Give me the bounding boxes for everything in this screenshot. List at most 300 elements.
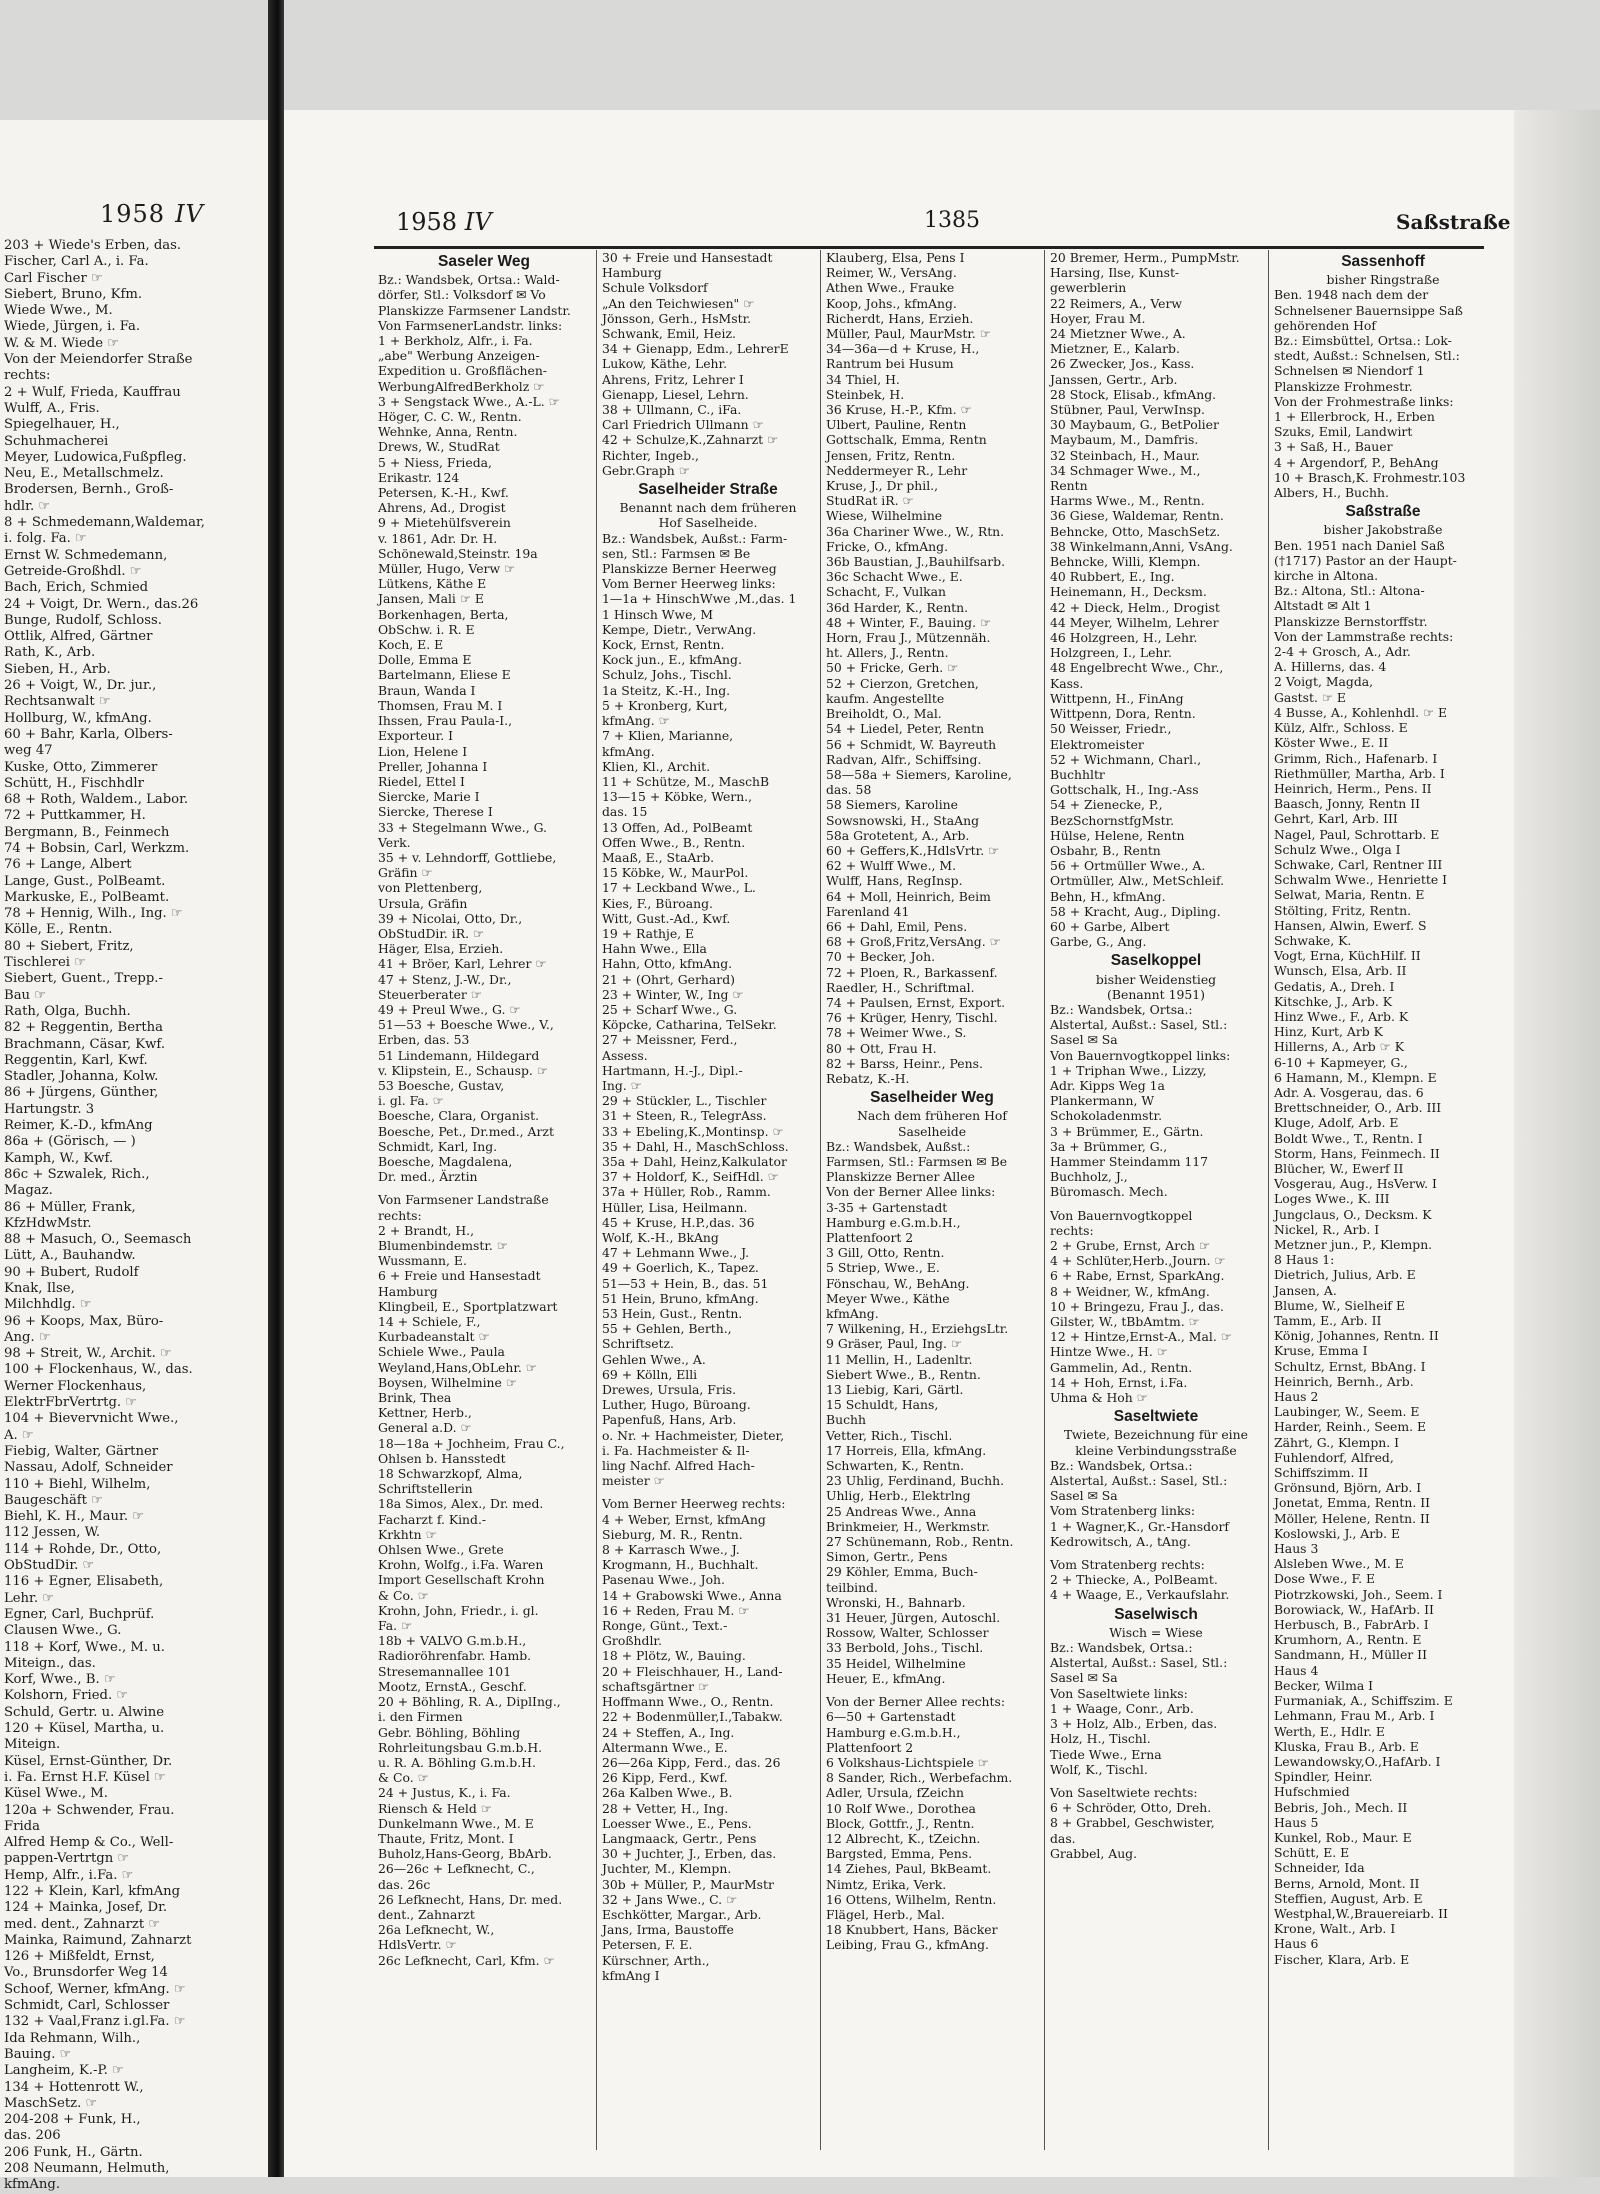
directory-entry: 26c Lefknecht, Carl, Kfm. ☞ xyxy=(378,1952,555,1968)
directory-entry: Von Bauernvogtkoppel links: xyxy=(1050,1047,1231,1063)
column-divider xyxy=(820,250,821,2150)
directory-entry: Höger, C. C. W., Rentn. xyxy=(378,409,522,425)
directory-entry: Wehnke, Anna, Rentn. xyxy=(378,424,518,440)
directory-entry: Adr. Kipps Weg 1a xyxy=(1050,1077,1165,1093)
directory-entry: Farmsen, Stl.: Farmsen ✉ Be xyxy=(826,1153,1008,1169)
directory-entry: 31 Heuer, Jürgen, Autoschl. xyxy=(826,1610,1001,1626)
directory-entry: 54 + Zienecke, P., xyxy=(1050,797,1163,813)
directory-line: 98 + Streit, W., Archit. ☞ xyxy=(4,1346,172,1362)
directory-entry: Buchh xyxy=(826,1412,866,1428)
directory-entry: Krogmann, H., Buchhalt. xyxy=(602,1557,759,1573)
directory-entry: Steffien, August, Arb. E xyxy=(1274,1890,1423,1906)
directory-line: 122 + Klein, Karl, kfmAng xyxy=(4,1883,181,1899)
directory-entry: Piotrzkowski, Joh., Seem. I xyxy=(1274,1586,1443,1602)
directory-entry: Ortmüller, Alw., MetSchleif. xyxy=(1050,873,1225,889)
directory-line: 114 + Rohde, Dr., Otto, xyxy=(4,1541,162,1557)
directory-entry: Hüller, Lisa, Heilmann. xyxy=(602,1199,748,1215)
directory-entry: 21 + (Ohrt, Gerhard) xyxy=(602,971,735,987)
directory-entry: Plankermann, W xyxy=(1050,1093,1155,1109)
directory-line: 118 + Korf, Wwe., M. u. xyxy=(4,1639,165,1655)
left-page-column xyxy=(4,238,264,2194)
directory-entry: Planskizze Farmsener Landstr. xyxy=(378,302,571,318)
directory-entry: Offen Wwe., B., Rentn. xyxy=(602,834,746,850)
directory-entry: 2 + Thiecke, A., PolBeamt. xyxy=(1050,1572,1218,1588)
directory-entry: 6-10 + Kapmeyer, G., xyxy=(1274,1054,1408,1070)
directory-entry: Herbusch, B., FabrArb. I xyxy=(1274,1617,1429,1633)
directory-line: A. ☞ xyxy=(4,1427,34,1443)
column-divider xyxy=(1268,250,1269,2150)
directory-entry: Häger, Elsa, Erzieh. xyxy=(378,941,504,957)
directory-line: 26 + Voigt, W., Dr. jur., xyxy=(4,678,157,694)
directory-line: Hemp, Alfr., i.Fa. ☞ xyxy=(4,1867,134,1883)
directory-line: Siebert, Bruno, Kfm. xyxy=(4,286,143,302)
directory-entry: das. 15 xyxy=(602,804,648,820)
directory-line: Tischlerei ☞ xyxy=(4,955,87,971)
directory-entry: 22 + Bodenmüller,I.,Tabakw. xyxy=(602,1709,783,1725)
directory-entry: dörfer, Stl.: Volksdorf ✉ Vo xyxy=(378,287,546,303)
directory-entry: Schneider, Ida xyxy=(1274,1860,1365,1876)
directory-line: 74 + Bobsin, Carl, Werkzm. xyxy=(4,840,190,856)
directory-entry: Bz.: Altona, Stl.: Altona- xyxy=(1274,583,1425,599)
directory-entry: Juchter, M., Klempn. xyxy=(602,1861,732,1877)
directory-entry: Harder, Reinh., Seem. E xyxy=(1274,1419,1427,1435)
directory-entry: Gienapp, Liesel, Lehrn. xyxy=(602,386,749,402)
directory-entry: 3 + Holz, Alb., Erben, das. xyxy=(1050,1716,1218,1732)
directory-line: Schmidt, Carl, Schlosser xyxy=(4,1998,170,2014)
directory-entry: 14 + Grabowski Wwe., Anna xyxy=(602,1587,782,1603)
directory-entry: Koop, Johs., kfmAng. xyxy=(826,295,957,311)
directory-entry: 1 + Triphan Wwe., Lizzy, xyxy=(1050,1062,1207,1078)
directory-entry: Haus 4 xyxy=(1274,1662,1319,1678)
directory-line: Schuhmacherei xyxy=(4,433,109,449)
directory-entry: 16 + Reden, Frau M. ☞ xyxy=(602,1602,750,1618)
directory-entry: Dr. med., Ärztin xyxy=(378,1169,478,1185)
directory-entry: Wulff, Hans, RegInsp. xyxy=(826,873,963,889)
directory-line: Korf, Wwe., B. ☞ xyxy=(4,1672,116,1688)
directory-line: Miteign. xyxy=(4,1737,61,1753)
directory-entry: Berns, Arnold, Mont. II xyxy=(1274,1875,1420,1891)
directory-entry: 82 + Barss, Heinr., Pens. xyxy=(826,1055,983,1071)
directory-line: Mainka, Raimund, Zahnarzt xyxy=(4,1932,192,1948)
directory-entry: 66 + Dahl, Emil, Pens. xyxy=(826,918,968,934)
directory-entry: 48 + Winter, F., Bauing. ☞ xyxy=(826,614,992,630)
directory-entry: Hülse, Helene, Rentn xyxy=(1050,827,1185,843)
directory-entry: Mietzner, E., Kalarb. xyxy=(1050,341,1180,357)
directory-entry: Boesche, Clara, Organist. xyxy=(378,1108,540,1124)
directory-line: 78 + Hennig, Wilh., Ing. ☞ xyxy=(4,906,183,922)
directory-entry: 35 + v. Lehndorff, Gottliebe, xyxy=(378,849,557,865)
directory-entry: Ben. 1948 nach dem der xyxy=(1274,287,1429,303)
directory-line: Carl Fischer ☞ xyxy=(4,270,103,286)
directory-line: Bunge, Rudolf, Schloss. xyxy=(4,612,162,628)
directory-entry: 20 + Böhling, R. A., DiplIng., xyxy=(378,1694,561,1710)
directory-entry: 53 Boesche, Gustav, xyxy=(378,1077,505,1093)
directory-line: Kolshorn, Fried. ☞ xyxy=(4,1688,129,1704)
directory-entry: Hamburg xyxy=(378,1283,438,1299)
directory-entry: Radvan, Alfr., Schiffsing. xyxy=(826,751,982,767)
directory-line: weg 47 xyxy=(4,743,53,759)
directory-entry: v. Klipstein, E., Schausp. ☞ xyxy=(378,1062,548,1078)
directory-entry: 2-4 + Grosch, A., Adr. xyxy=(1274,644,1411,660)
directory-entry: Wolf, K., Tischl. xyxy=(1050,1761,1148,1777)
directory-entry: Haus 5 xyxy=(1274,1814,1319,1830)
directory-entry: Block, Gottfr., J., Rentn. xyxy=(826,1815,975,1831)
directory-entry: Boldt Wwe., T., Rentn. I xyxy=(1274,1130,1423,1146)
directory-entry: Gottschalk, Emma, Rentn xyxy=(826,432,987,448)
directory-column-5 xyxy=(1274,250,1492,2150)
street-note: Saselheide xyxy=(897,1123,967,1139)
directory-line: i. folg. Fa. ☞ xyxy=(4,531,87,547)
directory-entry: Kurbadeanstalt ☞ xyxy=(378,1329,490,1345)
directory-line: Egner, Carl, Buchprüf. xyxy=(4,1606,155,1622)
directory-line: Siebert, Guent., Trepp.- xyxy=(4,971,163,987)
directory-entry: Ohlsen Wwe., Grete xyxy=(378,1542,504,1558)
directory-entry: 69 + Kölln, Elli xyxy=(602,1366,698,1382)
directory-entry: 4 + Schlüter,Herb.,Journ. ☞ xyxy=(1050,1253,1226,1269)
directory-entry: i. Fa. Hachmeister & Il- xyxy=(602,1442,750,1458)
directory-entry: 3 Gill, Otto, Rentn. xyxy=(826,1245,945,1261)
directory-entry: 26—26a Kipp, Ferd., das. 26 xyxy=(602,1754,781,1770)
directory-entry: Verk. xyxy=(378,834,411,850)
directory-entry: Alstertal, Außst.: Sasel, Stl.: xyxy=(1050,1017,1228,1033)
directory-entry: General a.D. ☞ xyxy=(378,1420,472,1436)
directory-line: hdlr. ☞ xyxy=(4,498,51,514)
directory-entry: 27 + Meissner, Ferd., xyxy=(602,1032,738,1048)
directory-entry: Import Gesellschaft Krohn xyxy=(378,1572,545,1588)
directory-entry: Bz.: Wandsbek, Ortsa.: xyxy=(1050,1640,1193,1656)
directory-entry: Vosgerau, Aug., HsVerw. I xyxy=(1274,1176,1437,1192)
directory-entry: 2 + Brandt, H., xyxy=(378,1222,475,1238)
directory-line: ElektrFbrVertrtg. ☞ xyxy=(4,1395,138,1411)
directory-entry: Meyer Wwe., Käthe xyxy=(826,1290,950,1306)
directory-entry: Schule Volksdorf xyxy=(602,280,708,296)
directory-entry: Metzner jun., P., Klempn. xyxy=(1274,1237,1433,1252)
directory-entry: 51 Hein, Bruno, kfmAng. xyxy=(602,1290,759,1306)
directory-entry xyxy=(602,1488,814,1496)
directory-entry: schaftsgärtner ☞ xyxy=(602,1678,710,1694)
directory-entry: Farenland 41 xyxy=(826,903,910,919)
directory-entry: 32 Steinbach, H., Maur. xyxy=(1050,447,1200,463)
directory-entry: Krohn, John, Friedr., i. gl. xyxy=(378,1602,539,1618)
directory-entry: Steuerberater ☞ xyxy=(378,986,482,1002)
directory-entry: Mootz, ErnstA., Geschf. xyxy=(378,1678,527,1694)
directory-line: 86 + Jürgens, Günther, xyxy=(4,1085,159,1101)
directory-entry: Sandmann, H., Müller II xyxy=(1274,1647,1427,1663)
directory-line: Rechtsanwalt ☞ xyxy=(4,694,111,710)
directory-entry: 28 + Vetter, H., Ing. xyxy=(602,1800,729,1816)
directory-line: Sieben, H., Arb. xyxy=(4,661,111,677)
directory-entry: i. gl. Fa. ☞ xyxy=(378,1093,444,1109)
directory-entry: Hamburg e.G.m.b.H., xyxy=(826,1214,961,1230)
directory-line: Meyer, Ludowica,Fußpfleg. xyxy=(4,449,187,465)
directory-entry: Tiede Wwe., Erna xyxy=(1050,1746,1162,1762)
directory-entry: Schwank, Emil, Heiz. xyxy=(602,326,736,342)
directory-entry: Wronski, H., Bahnarb. xyxy=(826,1594,966,1610)
directory-entry: Schönewald,Steinstr. 19a xyxy=(378,545,538,561)
directory-entry: 8 + Karrasch Wwe., J. xyxy=(602,1542,740,1558)
directory-column-1 xyxy=(378,250,590,2150)
directory-entry: Dolle, Emma E xyxy=(378,652,472,668)
directory-entry: 36 Kruse, H.-P., Kfm. ☞ xyxy=(826,402,972,418)
directory-entry: 35 + Dahl, H., MaschSchloss. xyxy=(602,1138,789,1154)
directory-entry: Storm, Hans, Feinmech. II xyxy=(1274,1145,1440,1161)
directory-entry: o. Nr. + Hachmeister, Dieter, xyxy=(602,1427,785,1443)
directory-entry: Kruse, J., Dr phil., xyxy=(826,478,939,494)
directory-entry: 27 Schünemann, Rob., Rentn. xyxy=(826,1534,1014,1550)
directory-entry: Grabbel, Aug. xyxy=(1050,1845,1138,1861)
directory-entry: Breiholdt, O., Mal. xyxy=(826,706,942,722)
directory-entry: Hufschmied xyxy=(1274,1784,1350,1800)
directory-entry: Kluge, Adolf, Arb. E xyxy=(1274,1115,1399,1131)
directory-entry: 12 + Hintze,Ernst-A., Mal. ☞ xyxy=(1050,1329,1232,1345)
directory-entry: 37a + Hüller, Rob., Ramm. xyxy=(602,1184,771,1200)
directory-entry: Uhma & Hoh ☞ xyxy=(1050,1390,1148,1406)
directory-entry: 9 + Mietehülfsverein xyxy=(378,515,511,531)
header-rule xyxy=(374,246,1484,249)
directory-entry: 51—53 + Boesche Wwe., V., xyxy=(378,1017,554,1033)
directory-entry: Osbahr, B., Rentn xyxy=(1050,842,1161,858)
right-header-volume: IV xyxy=(464,208,492,236)
street-note: bisher Weidenstieg xyxy=(1095,971,1217,987)
directory-entry: 30b + Müller, P., MaurMstr xyxy=(602,1876,774,1892)
directory-line: Magaz. xyxy=(4,1183,53,1199)
directory-entry: Blumenbindemstr. ☞ xyxy=(378,1238,508,1253)
directory-entry: Nagel, Paul, Schrottarb. E xyxy=(1274,826,1440,842)
directory-entry: Papenfuß, Hans, Arb. xyxy=(602,1412,737,1428)
directory-entry: Werth, E., Hdlr. E xyxy=(1274,1723,1385,1739)
directory-entry: Bebris, Joh., Mech. II xyxy=(1274,1799,1408,1815)
directory-line: 134 + Hottenrott W., xyxy=(4,2079,144,2095)
directory-line: Schuld, Gertr. u. Alwine xyxy=(4,1704,165,1720)
directory-entry: Witt, Gust.-Ad., Kwf. xyxy=(602,910,731,926)
directory-entry: 15 Köbke, W., MaurPol. xyxy=(602,865,749,881)
directory-entry: 24 + Steffen, A., Ing. xyxy=(602,1724,735,1740)
directory-line: Küsel Wwe., M. xyxy=(4,1786,108,1802)
directory-entry: 6 + Schröder, Otto, Dreh. xyxy=(1050,1800,1212,1816)
directory-entry: 30 Maybaum, G., BetPolier xyxy=(1050,417,1219,433)
directory-entry: Schwarten, K., Rentn. xyxy=(826,1458,965,1474)
directory-entry: Schultz, Ernst, BbAng. I xyxy=(1274,1358,1426,1374)
directory-entry: Vom Stratenberg rechts: xyxy=(1050,1557,1205,1573)
directory-line: Lehr. ☞ xyxy=(4,1590,55,1606)
directory-entry: 33 + Ebeling,K.,Montinsp. ☞ xyxy=(602,1123,784,1139)
directory-line: Spiegelhauer, H., xyxy=(4,417,120,433)
directory-entry: WerbungAlfredBerkholz ☞ xyxy=(378,378,545,394)
directory-entry: 18—18a + Jochheim, Frau C., xyxy=(378,1435,565,1451)
directory-entry: Nimtz, Erika, Verk. xyxy=(826,1876,947,1892)
directory-line: Milchhdlg. ☞ xyxy=(4,1297,92,1313)
directory-entry: 26 Lefknecht, Hans, Dr. med. xyxy=(378,1891,563,1907)
directory-line: 8 + Schmedemann,Waldemar, xyxy=(4,515,205,531)
directory-entry: 36c Schacht Wwe., E. xyxy=(826,569,963,585)
directory-line: Ida Rehmann, Wilh., xyxy=(4,2030,141,2046)
directory-line: 2 + Wulf, Frieda, Kauffrau xyxy=(4,384,181,400)
directory-line: Schütt, H., Fischhdlr xyxy=(4,775,144,791)
directory-entry: Vom Berner Heerweg links: xyxy=(602,576,776,592)
directory-entry: 13 Liebig, Kari, Gärtl. xyxy=(826,1382,964,1398)
directory-entry: Von der Berner Allee rechts: xyxy=(826,1694,1006,1710)
directory-entry: Simon, Gertr., Pens xyxy=(826,1549,948,1565)
directory-entry: Adr. A. Vosgerau, das. 6 xyxy=(1274,1084,1424,1100)
directory-line: Frida xyxy=(4,1818,40,1834)
directory-line: Markuske, E., PolBeamt. xyxy=(4,889,170,905)
directory-entry: 12 Albrecht, K., tZeichn. xyxy=(826,1830,981,1846)
directory-entry: 44 Meyer, Wilhelm, Lehrer xyxy=(1050,614,1219,630)
directory-line: W. & M. Wiede ☞ xyxy=(4,335,120,351)
directory-entry: 25 + Scharf Wwe., G. xyxy=(602,1001,738,1017)
directory-entry: (†1717) Pastor an der Haupt- xyxy=(1274,552,1457,568)
directory-entry: Jansen, Mali ☞ E xyxy=(378,591,484,607)
directory-entry: Von Farmsener Landstraße xyxy=(378,1192,549,1208)
directory-entry: 34 Thiel, H. xyxy=(826,371,900,387)
directory-entry: 6 Hamann, M., Klempn. E xyxy=(1274,1069,1437,1085)
directory-entry: ObSchw. i. R. E xyxy=(378,621,475,637)
directory-entry: Braun, Wanda I xyxy=(378,682,476,698)
directory-entry: Siercke, Therese I xyxy=(378,804,493,820)
directory-entry: 9 Gräser, Paul, Ing. ☞ xyxy=(826,1336,962,1352)
directory-entry: Schwake, K. xyxy=(1274,932,1352,948)
directory-line: 68 + Roth, Waldem., Labor. xyxy=(4,792,189,808)
street-note: (Benannt 1951) xyxy=(1107,986,1205,1002)
directory-entry: Brinkmeier, H., Werkmstr. xyxy=(826,1518,990,1534)
directory-entry: 53 Hein, Gust., Rentn. xyxy=(602,1306,743,1322)
directory-entry: Ronge, Günt., Text.- xyxy=(602,1618,728,1634)
directory-entry: Kies, F., Büroang. xyxy=(602,895,713,911)
directory-line: Werner Flockenhaus, xyxy=(4,1378,147,1394)
directory-entry xyxy=(1050,1549,1262,1557)
directory-entry: Ahrens, Ad., Drogist xyxy=(378,500,506,516)
directory-entry: StudRat iR. ☞ xyxy=(826,493,914,509)
directory-entry: Boesche, Magdalena, xyxy=(378,1153,513,1169)
directory-entry: Bz.: Eimsbüttel, Ortsa.: Lok- xyxy=(1274,333,1452,349)
directory-entry: 10 + Brasch,K. Frohmestr.103 xyxy=(1274,469,1466,485)
directory-entry: Schiffszimm. II xyxy=(1274,1465,1369,1481)
directory-entry: 6—50 + Gartenstadt xyxy=(826,1709,956,1725)
directory-entry: Bartelmann, Eliese E xyxy=(378,667,511,683)
directory-entry: 23 Uhlig, Ferdinand, Buchh. xyxy=(826,1473,1005,1489)
directory-entry: 6 + Rabe, Ernst, SparkAng. xyxy=(1050,1268,1225,1284)
directory-entry: Hamburg xyxy=(602,265,662,281)
directory-entry: & Co. ☞ xyxy=(378,1587,429,1603)
directory-entry: Leibing, Frau G., kfmAng. xyxy=(826,1937,989,1953)
directory-entry: Rossow, Walter, Schlosser xyxy=(826,1625,989,1641)
directory-entry: 42 + Dieck, Helm., Drogist xyxy=(1050,599,1220,615)
directory-entry: ObStudDir. iR. ☞ xyxy=(378,925,485,941)
directory-entry: Buchhltr xyxy=(1050,766,1105,782)
directory-line: 88 + Masuch, O., Seemasch xyxy=(4,1232,192,1248)
directory-line: 112 Jessen, W. xyxy=(4,1525,101,1541)
directory-entry: Schwake, Carl, Rentner III xyxy=(1274,856,1443,872)
directory-entry: Stresemannallee 101 xyxy=(378,1663,512,1679)
directory-entry: Horn, Frau J., Mützennäh. xyxy=(826,630,991,646)
directory-entry: Neddermeyer R., Lehr xyxy=(826,462,968,478)
directory-entry: Sowsnowski, H., StaAng xyxy=(826,812,980,828)
directory-entry: Von FarmsenerLandstr. links: xyxy=(378,317,563,333)
directory-line: 86c + Szwalek, Rich., xyxy=(4,1166,150,1182)
directory-entry: 3-35 + Gartenstadt xyxy=(826,1199,948,1215)
directory-entry: Hamburg e.G.m.b.H., xyxy=(826,1724,961,1740)
directory-entry: Gammelin, Ad., Rentn. xyxy=(1050,1359,1193,1375)
directory-entry: Schriftsetz. xyxy=(602,1336,674,1352)
directory-entry: gehörenden Hof xyxy=(1274,317,1376,333)
directory-entry: 47 + Lehmann Wwe., J. xyxy=(602,1245,750,1261)
directory-entry: 11 Mellin, H., Ladenltr. xyxy=(826,1351,973,1367)
directory-entry: Hartmann, H.-J., Dipl.- xyxy=(602,1062,743,1078)
directory-entry: 1a Steitz, K.-H., Ing. xyxy=(602,682,731,698)
directory-entry: 2 + Grube, Ernst, Arch ☞ xyxy=(1050,1238,1211,1253)
directory-entry: 6 Volkshaus-Lichtspiele ☞ xyxy=(826,1754,989,1770)
directory-entry: Fuhlendorf, Alfred, xyxy=(1274,1449,1394,1465)
directory-entry: Krohn, Wolfg., i.Fa. Waren xyxy=(378,1557,544,1573)
directory-line: Ottlik, Alfred, Gärtner xyxy=(4,629,153,645)
directory-entry: 17 + Leckband Wwe., L. xyxy=(602,880,756,896)
directory-entry: 56 + Ortmüller Wwe., A. xyxy=(1050,858,1206,874)
directory-entry: 23 + Winter, W., Ing ☞ xyxy=(602,986,744,1002)
directory-entry: Schacht, F., Vulkan xyxy=(826,584,947,600)
directory-entry: Thaute, Fritz, Mont. I xyxy=(378,1830,514,1846)
directory-entry: 17 Horreis, Ella, kfmAng. xyxy=(826,1442,987,1458)
directory-entry: Heinrich, Herm., Pens. II xyxy=(1274,780,1432,796)
directory-entry: 42 + Schulze,K.,Zahnarzt ☞ xyxy=(602,432,779,448)
directory-entry: Loesser Wwe., E., Pens. xyxy=(602,1815,752,1831)
directory-entry: 30 + Juchter, J., Erben, das. xyxy=(602,1846,777,1862)
directory-entry: Hillerns, A., Arb ☞ K xyxy=(1274,1039,1404,1055)
directory-entry: Baasch, Jonny, Rentn II xyxy=(1274,796,1420,812)
directory-entry: Rohrleitungsbau G.m.b.H. xyxy=(378,1739,543,1755)
directory-line: i. Fa. Ernst H.F. Küsel ☞ xyxy=(4,1769,166,1785)
directory-entry: 20 Bremer, Herm., PumpMstr. xyxy=(1050,250,1240,265)
directory-entry: 52 + Cierzon, Gretchen, xyxy=(826,675,979,691)
directory-entry: 41 + Bröer, Karl, Lehrer ☞ xyxy=(378,956,547,972)
directory-entry: Müller, Hugo, Verw ☞ xyxy=(378,561,516,577)
directory-entry: 54 + Liedel, Peter, Rentn xyxy=(826,721,985,737)
directory-line: 60 + Bahr, Karla, Olbers- xyxy=(4,726,173,742)
directory-entry: Schnelsener Bauernsippe Saß xyxy=(1274,302,1463,318)
directory-line: rechts: xyxy=(4,368,51,384)
directory-entry: BezSchornstfgMstr. xyxy=(1050,812,1175,828)
directory-line: med. dent., Zahnarzt ☞ xyxy=(4,1916,161,1932)
directory-entry xyxy=(1050,1777,1262,1785)
directory-entry: rechts: xyxy=(1050,1222,1094,1238)
directory-entry: Jans, Irma, Baustoffe xyxy=(602,1922,734,1938)
directory-entry: Jungclaus, O., Decksm. K xyxy=(1274,1206,1432,1222)
directory-entry: rechts: xyxy=(378,1207,422,1223)
directory-entry: Möller, Helene, Rentn. II xyxy=(1274,1510,1430,1526)
directory-entry: Buchholz, J., xyxy=(1050,1169,1128,1185)
directory-entry: Hahn Wwe., Ella xyxy=(602,941,707,957)
directory-entry: 29 Köhler, Emma, Buch- xyxy=(826,1564,978,1580)
directory-entry: Schokoladenmstr. xyxy=(1050,1108,1163,1124)
directory-line: Brodersen, Bernh., Groß- xyxy=(4,482,174,498)
directory-entry: Behncke, Willi, Klempn. xyxy=(1050,554,1201,570)
street-note: Nach dem früheren Hof xyxy=(857,1108,1007,1124)
directory-entry: 3 + Brümmer, E., Gärtn. xyxy=(1050,1123,1204,1139)
directory-entry: 52 + Wichmann, Charl., xyxy=(1050,751,1202,767)
directory-entry: 14 + Schiele, F., xyxy=(378,1314,481,1330)
directory-entry: Von der Lammstraße rechts: xyxy=(1274,628,1454,644)
right-header-year: 1958 xyxy=(396,208,458,236)
directory-entry: Von der Frohmestraße links: xyxy=(1274,393,1454,409)
directory-entry: Fa. ☞ xyxy=(378,1618,413,1634)
directory-entry: Gräfin ☞ xyxy=(378,865,433,881)
directory-entry: Gastst. ☞ E xyxy=(1274,689,1346,705)
directory-entry: 30 + Freie und Hansestadt xyxy=(602,250,773,265)
directory-entry: Hoyer, Frau M. xyxy=(1050,310,1146,326)
directory-entry: Reimer, W., VersAng. xyxy=(826,265,957,281)
directory-line: Wiede Wwe., M. xyxy=(4,303,113,319)
directory-entry: Loges Wwe., K. III xyxy=(1274,1191,1390,1207)
directory-entry: Hoffmann Wwe., O., Rentn. xyxy=(602,1694,774,1710)
